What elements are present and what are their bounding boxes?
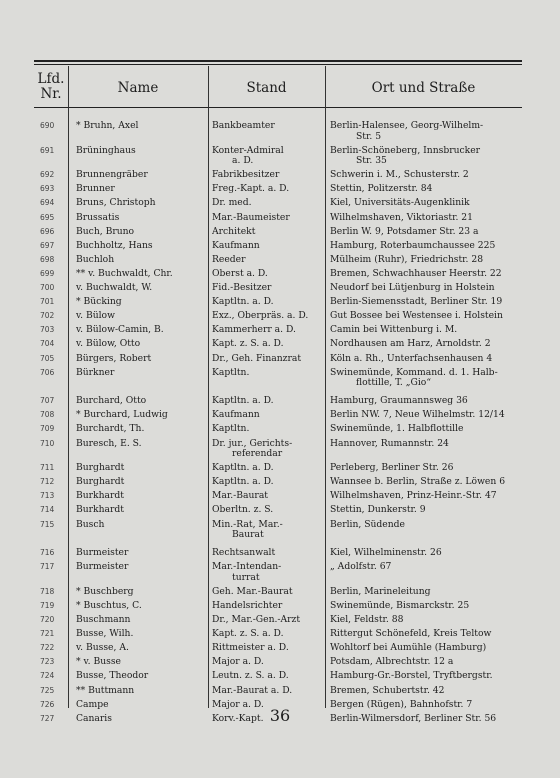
entry-stand-line: Kaufmann xyxy=(212,410,260,421)
entry-stand-line: Dr. med. xyxy=(212,198,252,209)
entry-stand xyxy=(212,410,324,421)
entry-number: 709 xyxy=(40,424,55,434)
column-header-ort: Ort und Straße xyxy=(371,80,476,96)
entry-address xyxy=(330,339,522,350)
entry-name: Burchard, Otto xyxy=(76,396,147,407)
entry-name: Buch, Bruno xyxy=(76,226,135,237)
entry-number: 713 xyxy=(40,491,55,501)
entry-stand xyxy=(212,227,324,238)
column-header-nr: Lfd. Nr. xyxy=(37,71,65,102)
entry-stand-line: Kaptltn. a. D. xyxy=(212,477,274,488)
entry-address-line: Swinemünde, 1. Halbflottille xyxy=(330,424,464,435)
entry-address xyxy=(330,439,522,450)
entry-stand xyxy=(212,269,324,280)
entry-number: 717 xyxy=(40,562,55,572)
entry-stand xyxy=(212,121,324,132)
entry-stand-line: Mar.-Baurat xyxy=(212,491,268,502)
entry-stand xyxy=(212,184,324,195)
entry-stand-line: Mar.-Baurat a. D. xyxy=(212,685,293,696)
entry-stand xyxy=(212,548,324,559)
entry-address-line: Berlin-Wilmersdorf, Berliner Str. 56 xyxy=(330,713,497,724)
entry-number: 710 xyxy=(40,438,55,448)
entry-stand xyxy=(212,439,324,460)
entry-address-line: Hamburg-Gr.-Borstel, Tryftbergstr. xyxy=(330,671,493,682)
entry-address xyxy=(330,354,522,365)
entry-number: 696 xyxy=(40,226,55,236)
entry-address-line: Bergen (Rügen), Bahnhofstr. 7 xyxy=(330,699,473,710)
column-divider xyxy=(68,66,69,708)
entry-address-line: Köln a. Rh., Unterfachsenhausen 4 xyxy=(330,353,493,364)
entry-address-line: Stettin, Dunkerstr. 9 xyxy=(330,505,426,516)
entry-address-line: Potsdam, Albrechtstr. 12 a xyxy=(330,657,454,668)
entry-address xyxy=(330,396,522,407)
entry-stand-line: a. D. xyxy=(232,155,254,167)
entry-stand xyxy=(212,354,324,365)
entry-address xyxy=(330,601,522,612)
entry-address xyxy=(330,170,522,181)
column-header-name: Name xyxy=(117,80,159,96)
entry-name: Buschmann xyxy=(76,615,131,625)
entry-address-line: Wohltorf bei Aumühle (Hamburg) xyxy=(330,643,487,654)
entry-stand-line: Dr., Mar.-Gen.-Arzt xyxy=(212,615,301,625)
entry-name: Burkhardt xyxy=(76,505,124,516)
entry-stand xyxy=(212,255,324,266)
column-header-stand: Stand xyxy=(246,80,287,96)
entry-stand-line: Major a. D. xyxy=(212,657,264,668)
header-top-rule xyxy=(34,60,522,62)
entry-address xyxy=(330,213,522,224)
header-top-rule-thin xyxy=(34,64,522,65)
entry-stand xyxy=(212,297,324,308)
entry-name: Burchardt, Th. xyxy=(76,424,145,435)
page-number: 36 xyxy=(269,706,291,725)
entry-address-line: „ Adolfstr. 67 xyxy=(330,562,392,573)
entry-stand-line: Oberst a. D. xyxy=(212,268,268,279)
entry-number: 718 xyxy=(40,586,55,596)
entry-stand xyxy=(212,396,324,407)
entry-address xyxy=(330,297,522,308)
entry-address-line: Bremen, Schwachhauser Heerstr. 22 xyxy=(330,268,502,279)
entry-name: Bruns, Christoph xyxy=(76,198,156,209)
entry-number: 694 xyxy=(40,198,55,208)
entry-name: v. Bülow, Otto xyxy=(76,339,141,350)
entry-name: Brunnengräber xyxy=(76,170,148,181)
entry-name: ** Buttmann xyxy=(76,685,135,696)
entry-number: 690 xyxy=(40,121,55,130)
entry-number: 720 xyxy=(40,615,55,624)
entry-name: v. Buchwaldt, W. xyxy=(76,283,153,293)
entry-stand xyxy=(212,643,324,654)
entry-number: 699 xyxy=(40,268,55,278)
entry-stand-line: Oberltn. z. S. xyxy=(212,505,274,516)
entry-stand xyxy=(212,477,324,488)
entry-number: 723 xyxy=(40,657,55,667)
entry-stand xyxy=(212,170,324,181)
entry-address xyxy=(330,477,522,488)
entry-stand-line: Handelsrichter xyxy=(212,600,283,611)
entry-name: Burkhardt xyxy=(76,491,124,502)
entry-stand-line: Kaptltn. a. D. xyxy=(212,396,274,407)
header-bottom-rule xyxy=(34,107,522,108)
entry-address-line: Rittergut Schönefeld, Kreis Teltow xyxy=(330,629,492,640)
entry-stand-line: Bankbeamter xyxy=(212,121,275,131)
entry-name: * Bruhn, Axel xyxy=(76,121,139,131)
entry-address-line: Wilhelmshaven, Viktoriastr. 21 xyxy=(330,212,473,223)
entry-number: 727 xyxy=(40,713,55,723)
entry-number: 725 xyxy=(40,685,55,695)
entry-stand-line: Kaptltn. a. D. xyxy=(212,297,274,308)
entry-number: 711 xyxy=(40,463,55,473)
entry-name: Buchholtz, Hans xyxy=(76,240,153,251)
entry-address xyxy=(330,615,522,626)
entry-address xyxy=(330,368,522,389)
entry-stand-line: Mar.-Baumeister xyxy=(212,212,290,223)
entry-address xyxy=(330,269,522,280)
entry-address xyxy=(330,241,522,252)
entry-number: 714 xyxy=(40,505,55,515)
entry-number: 703 xyxy=(40,325,55,335)
entry-address xyxy=(330,184,522,195)
entry-name: Busse, Theodor xyxy=(76,671,149,682)
entry-number: 715 xyxy=(40,519,55,529)
entry-stand xyxy=(212,562,324,583)
entry-stand-line: Kammerherr a. D. xyxy=(212,325,296,336)
entry-address xyxy=(330,255,522,266)
entry-name: ** v. Buchwaldt, Chr. xyxy=(76,268,173,279)
entry-address-line: Wilhelmshaven, Prinz-Heinr.-Str. 47 xyxy=(330,491,497,502)
entry-stand xyxy=(212,198,324,209)
entry-address xyxy=(330,424,522,435)
entry-stand-line: Dr., Geh. Finanzrat xyxy=(212,353,302,364)
entry-stand-line: Baurat xyxy=(232,529,264,540)
entry-number: 691 xyxy=(40,145,55,155)
entry-stand xyxy=(212,325,324,336)
entry-name: Brunner xyxy=(76,184,115,195)
entry-stand-line: Kaptltn. xyxy=(212,367,250,378)
entry-stand xyxy=(212,146,324,167)
entry-address-line: Bremen, Schubertstr. 42 xyxy=(330,685,445,696)
entry-address-line: Mülheim (Ruhr), Friedrichstr. 28 xyxy=(330,254,484,265)
entry-address-line: Berlin, Südende xyxy=(330,519,405,530)
entry-address xyxy=(330,505,522,516)
entry-stand-line: Fabrikbesitzer xyxy=(212,170,280,181)
entry-address-line: Kiel, Feldstr. 88 xyxy=(330,615,404,625)
entry-address xyxy=(330,657,522,668)
entry-number: 701 xyxy=(40,297,55,307)
entry-number: 719 xyxy=(40,600,55,610)
entry-stand-line: Kapt. z. S. a. D. xyxy=(212,629,284,640)
entry-address-line: Berlin-Halensee, Georg-Wilhelm- xyxy=(330,121,484,131)
column-divider xyxy=(208,66,209,708)
entry-address xyxy=(330,463,522,474)
entry-stand xyxy=(212,491,324,502)
entry-stand-line: referendar xyxy=(232,448,283,459)
entry-address-line: Swinemünde, Kommand. d. 1. Halb- xyxy=(330,367,498,378)
entry-stand xyxy=(212,424,324,435)
entry-number: 722 xyxy=(40,643,55,653)
entry-stand-line: Kapt. z. S. a. D. xyxy=(212,339,284,350)
entry-address-line: Neudorf bei Lütjenburg in Holstein xyxy=(330,283,495,293)
entry-address-line: Wannsee b. Berlin, Straße z. Löwen 6 xyxy=(330,477,506,488)
column-divider xyxy=(325,66,326,708)
entry-number: 693 xyxy=(40,184,55,194)
entry-stand xyxy=(212,283,324,294)
entry-address-line: Schwerin i. M., Schusterstr. 2 xyxy=(330,170,469,181)
entry-number: 721 xyxy=(40,629,55,639)
entry-address xyxy=(330,629,522,640)
entry-stand xyxy=(212,241,324,252)
entry-address xyxy=(330,587,522,598)
entry-number: 708 xyxy=(40,410,55,420)
entry-name: * Burchard, Ludwig xyxy=(76,410,168,421)
entry-address-line: Kiel, Universitäts-Augenklinik xyxy=(330,198,470,209)
entry-address-line: Berlin W. 9, Potsdamer Str. 23 a xyxy=(330,226,479,237)
entry-stand xyxy=(212,311,324,322)
entry-stand-line: Major a. D. xyxy=(212,699,264,710)
entry-address-line: Berlin-Siemensstadt, Berliner Str. 19 xyxy=(330,297,503,308)
entry-address-line: Berlin-Schöneberg, Innsbrucker xyxy=(330,145,481,156)
entry-name: Bürkner xyxy=(76,367,115,378)
entry-name: Busse, Wilh. xyxy=(76,629,134,640)
entry-stand xyxy=(212,368,324,379)
entry-address-line: Nordhausen am Harz, Arnoldstr. 2 xyxy=(330,339,491,350)
entry-address xyxy=(330,410,522,421)
entry-name: v. Bülow-Camin, B. xyxy=(76,325,164,336)
entry-stand-line: Geh. Mar.-Baurat xyxy=(212,586,293,597)
entry-name: Busch xyxy=(76,519,105,530)
entry-address xyxy=(330,227,522,238)
entry-name: v. Bülow xyxy=(76,311,115,322)
entry-stand xyxy=(212,339,324,350)
entry-stand-line: Kaptltn. xyxy=(212,424,250,435)
entry-stand-line: Min.-Rat, Mar.- xyxy=(212,519,283,530)
entry-number: 697 xyxy=(40,240,55,250)
entry-stand-line: Exz., Oberpräs. a. D. xyxy=(212,311,309,322)
entry-address-line: Camin bei Wittenburg i. M. xyxy=(330,325,458,336)
entry-stand xyxy=(212,505,324,516)
entry-stand-line: Reeder xyxy=(212,254,246,265)
entry-stand xyxy=(212,520,324,541)
entry-number: 705 xyxy=(40,353,55,363)
entry-address xyxy=(330,643,522,654)
entry-address-line: Kiel, Wilhelminenstr. 26 xyxy=(330,548,442,559)
entry-address xyxy=(330,311,522,322)
entry-stand-line: Leutn. z. S. a. D. xyxy=(212,671,289,682)
entry-name: * Bücking xyxy=(76,297,122,308)
entry-address xyxy=(330,121,522,142)
entry-number: 726 xyxy=(40,699,55,709)
entry-stand xyxy=(212,686,324,697)
entry-address xyxy=(330,671,522,682)
entry-name: Buresch, E. S. xyxy=(76,438,142,449)
entry-number: 700 xyxy=(40,283,55,292)
entry-address-line: Gut Bossee bei Westensee i. Holstein xyxy=(330,311,503,322)
entry-address-line: Stettin, Politzerstr. 84 xyxy=(330,184,433,195)
entry-name: Brüninghaus xyxy=(76,145,136,156)
entry-address xyxy=(330,491,522,502)
entry-address-line: Str. 35 xyxy=(356,155,387,167)
entry-address-line: Hannover, Rumannstr. 24 xyxy=(330,438,449,449)
entry-number: 692 xyxy=(40,170,55,180)
entry-number: 695 xyxy=(40,212,55,222)
entry-number: 702 xyxy=(40,311,55,321)
entry-name: Canaris xyxy=(76,713,112,724)
entry-stand-line: Korv.-Kapt. xyxy=(212,713,264,724)
entry-stand xyxy=(212,615,324,626)
entry-address xyxy=(330,548,522,559)
entry-address xyxy=(330,283,522,294)
entry-address xyxy=(330,562,522,573)
entry-address-line: Hamburg, Graumannsweg 36 xyxy=(330,396,468,407)
entry-address-line: Berlin NW. 7, Neue Wilhelmstr. 12/14 xyxy=(330,410,505,421)
entry-stand-line: Mar.-Intendan- xyxy=(212,562,282,573)
entry-address-line: Berlin, Marineleitung xyxy=(330,586,431,597)
entry-stand-line: Fid.-Besitzer xyxy=(212,283,272,293)
entry-number: 704 xyxy=(40,339,55,349)
entry-name: Bürgers, Robert xyxy=(76,353,152,364)
entry-stand-line: Dr. jur., Gerichts- xyxy=(212,438,293,449)
entry-number: 712 xyxy=(40,477,55,487)
entry-stand-line: Rittmeister a. D. xyxy=(212,643,289,654)
entry-stand xyxy=(212,463,324,474)
entry-stand-line: Kaufmann xyxy=(212,240,260,251)
entry-address xyxy=(330,325,522,336)
entry-name: * Buschberg xyxy=(76,586,134,597)
entry-stand xyxy=(212,671,324,682)
entry-number: 716 xyxy=(40,548,55,558)
entry-name: Buchloh xyxy=(76,254,115,265)
entry-address-line: Perleberg, Berliner Str. 26 xyxy=(330,463,454,474)
entry-name: Burghardt xyxy=(76,463,125,474)
entry-name: Campe xyxy=(76,699,109,710)
entry-name: * v. Busse xyxy=(76,657,121,668)
entry-stand-line: Konter-Admiral xyxy=(212,145,284,156)
entry-name: Burmeister xyxy=(76,548,129,559)
entry-number: 698 xyxy=(40,254,55,264)
entry-number: 707 xyxy=(40,396,55,406)
entry-stand xyxy=(212,587,324,598)
entry-address xyxy=(330,520,522,531)
entry-address xyxy=(330,146,522,167)
entry-stand-line: turrat xyxy=(232,571,260,583)
entry-stand xyxy=(212,657,324,668)
entry-name: Burmeister xyxy=(76,562,129,573)
entry-number: 706 xyxy=(40,367,55,377)
entry-stand-line: Kaptltn. a. D. xyxy=(212,463,274,474)
entry-name: v. Busse, A. xyxy=(76,643,129,654)
entry-stand xyxy=(212,629,324,640)
entry-address xyxy=(330,198,522,209)
entry-name: * Buschtus, C. xyxy=(76,600,142,611)
entry-address-line: Swinemünde, Bismarckstr. 25 xyxy=(330,600,470,611)
entry-stand xyxy=(212,213,324,224)
entry-stand-line: Architekt xyxy=(212,226,256,237)
entry-stand-line: Rechtsanwalt xyxy=(212,548,276,559)
entry-number: 724 xyxy=(40,671,55,681)
entry-address-line: Hamburg, Roterbaumchaussee 225 xyxy=(330,240,496,251)
entry-name: Burghardt xyxy=(76,477,125,488)
entry-address-line: flottille, T. „Gio“ xyxy=(356,377,432,389)
entry-stand xyxy=(212,601,324,612)
entry-name: Brussatis xyxy=(76,212,120,223)
entry-stand-line: Freg.-Kapt. a. D. xyxy=(212,184,290,195)
entry-address-line: Str. 5 xyxy=(356,130,382,142)
entry-address xyxy=(330,686,522,697)
